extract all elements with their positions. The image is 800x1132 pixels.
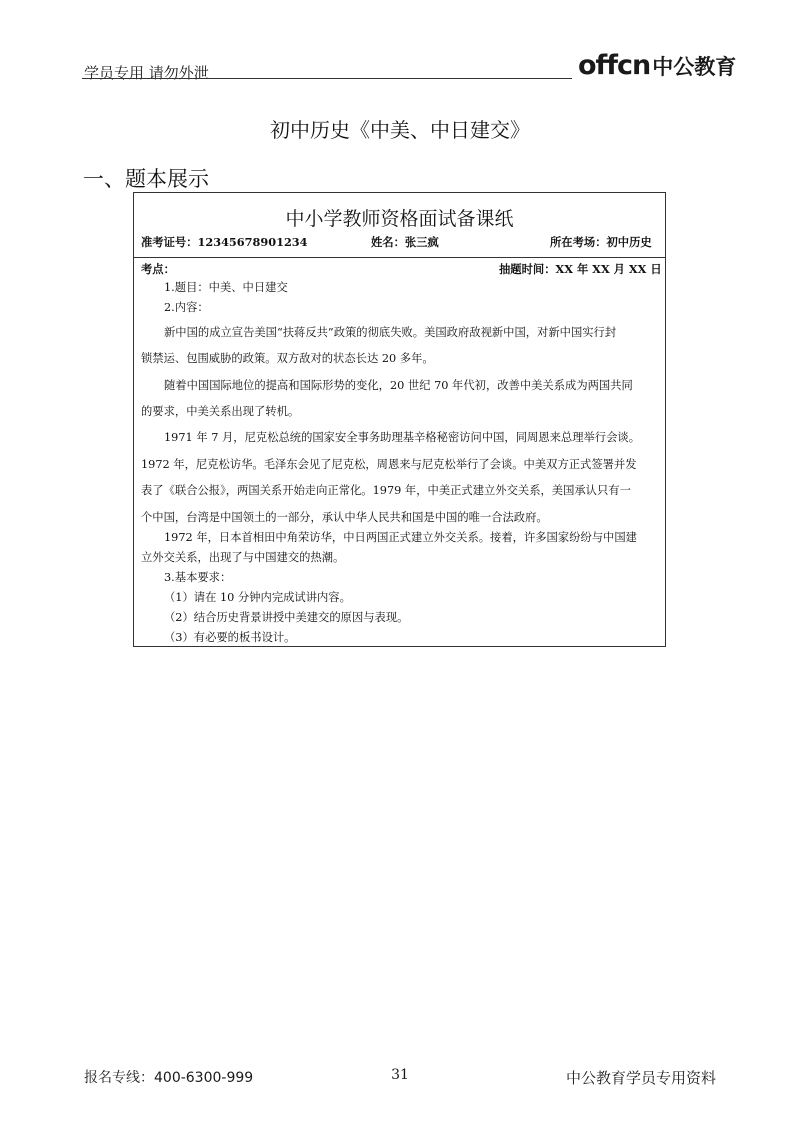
candidate-name: 姓名：张三疯: [371, 235, 439, 249]
logo-brand-name: 中公教育: [652, 55, 737, 79]
paragraph-1-line-2: 锁禁运、包围威胁的政策。双方敌对的状态长达 20 多年。: [141, 352, 434, 365]
paragraph-3-line-4: 个中国，台湾是中国领土的一部分，承认中华人民共和国是中国的唯一合法政府。: [141, 511, 548, 524]
content-label: 2.内容：: [164, 301, 209, 314]
footer-note: 中公教育学员专用资料: [565, 1069, 716, 1087]
document-title: 初中历史《中美、中日建交》: [270, 118, 530, 142]
exam-room: 所在考场：初中历史: [550, 235, 652, 249]
requirement-1: （1）请在 10 分钟内完成试讲内容。: [164, 591, 351, 604]
section-heading: 一、题本展示: [83, 167, 209, 191]
paragraph-4-line-1: 1972 年，日本首相田中角荣访华，中日两国正式建立外交关系。接着，许多国家纷纷与中国建: [164, 531, 637, 544]
paragraph-3-line-1: 1971 年 7 月，尼克松总统的国家安全事务助理基辛格秘密访问中国，同周恩来总理举行会谈。: [164, 431, 640, 444]
paragraph-3-line-2: 1972 年，尼克松访华。毛泽东会见了尼克松，周恩来与尼克松举行了会谈。中美双方正式签署并发: [141, 458, 637, 471]
requirement-3: （3）有必要的板书设计。: [164, 631, 296, 644]
draw-time: 抽题时间：XX 年 XX 月 XX 日: [499, 262, 662, 276]
paragraph-3-line-3: 表了《联合公报》，两国关系开始走向正常化。1979 年，中美正式建立外交关系，美国承认只有一: [141, 484, 631, 497]
info-row-divider: [133, 257, 666, 258]
requirement-2: （2）结合历史背景讲授中美建交的原因与表现。: [164, 611, 409, 624]
exam-id: 准考证号：12345678901234: [141, 235, 308, 249]
paragraph-1-line-1: 新中国的成立宣告美国“扶蒋反共”政策的彻底失败。美国政府敌视新中国，对新中国实行封: [164, 326, 617, 339]
offcn-logo: [578, 50, 736, 82]
header-divider: [82, 78, 572, 79]
registration-hotline: 报名专线：400-6300-999: [84, 1070, 254, 1086]
page-number: 31: [391, 1067, 409, 1083]
requirements-label: 3.基本要求：: [164, 571, 232, 584]
header-notice: 学员专用 请勿外泄: [84, 64, 209, 82]
paragraph-4-line-2: 立外交关系，出现了与中国建交的热潮。: [141, 551, 345, 564]
paragraph-2-line-2: 的要求，中美关系出现了转机。: [141, 405, 300, 418]
paragraph-2-line-1: 随着中国国际地位的提高和国际形势的变化，20 世纪 70 年代初，改善中美关系成为两国共同: [164, 379, 633, 392]
paper-title: 中小学教师资格面试备课纸: [285, 208, 514, 230]
topic-line: 1.题目：中美、中日建交: [164, 281, 288, 294]
logo-mark: offcn: [578, 50, 651, 81]
kaodian-label: 考点：: [141, 262, 175, 276]
